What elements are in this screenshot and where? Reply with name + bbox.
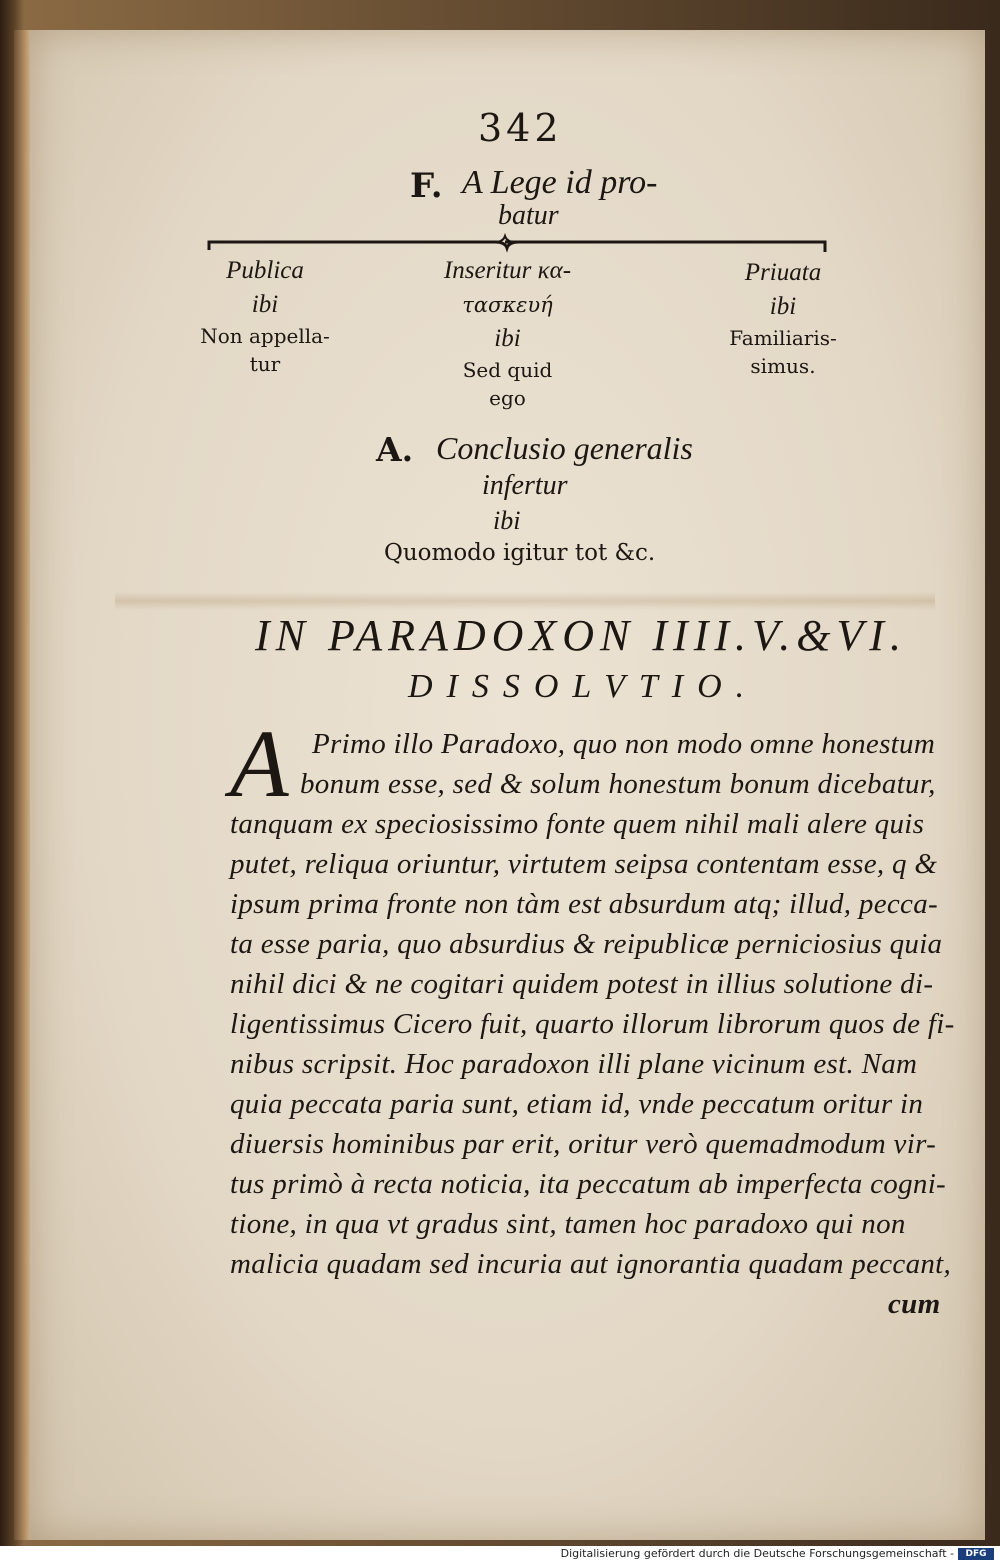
privata-text2: simus. xyxy=(750,354,816,378)
body-line: tione, in qua vt gradus sint, tamen hoc paradoxo qui non xyxy=(230,1208,906,1240)
publica-text1: Non appella- xyxy=(200,324,330,348)
body-line: ligentissimus Cicero fuit, quarto illorum librorum quos de fi- xyxy=(230,1008,955,1040)
page-number: 342 xyxy=(478,106,563,150)
inseritur-greek: τασκευή xyxy=(462,293,553,317)
drop-cap: A xyxy=(230,710,289,817)
body-line: ta esse paria, quo absurdius & reipublicæ perniciosius quia xyxy=(230,928,943,960)
privata-title: Priuata xyxy=(744,259,822,286)
privata-text1: Familiaris- xyxy=(729,326,837,350)
section-f-line2: batur xyxy=(498,200,559,231)
body-line: nihil dici & ne cogitari quidem potest in illius solutione di- xyxy=(230,968,934,1000)
body-line: nibus scripsit. Hoc paradoxon illi plane vicinum est. Nam xyxy=(230,1048,918,1080)
section-f-line1: A Lege id pro- xyxy=(462,164,658,201)
publica-text2: tur xyxy=(249,352,281,376)
dfg-logo: DFG xyxy=(958,1548,994,1560)
privata-ibi: ibi xyxy=(769,293,797,320)
section-a-line1: Conclusio generalis xyxy=(436,430,693,466)
body-line: malicia quadam sed incuria aut ignorantia quadam peccant, xyxy=(230,1248,952,1280)
body-line: bonum esse, sed & solum honestum bonum dicebatur, xyxy=(300,768,936,800)
inseritur-ibi: ibi xyxy=(494,325,521,352)
catchword: cum xyxy=(888,1288,941,1320)
publica-title: Publica xyxy=(226,257,304,284)
body-line: quia peccata paria sunt, etiam id, vnde peccatum oritur in xyxy=(230,1088,924,1120)
inseritur-text2: ego xyxy=(489,386,526,410)
section-f-letter: F. xyxy=(410,166,443,206)
body-line: tus primò à recta noticia, ita peccatum ab imperfecta cogni- xyxy=(230,1168,947,1200)
section-a-quote: Quomodo igitur tot &c. xyxy=(384,540,656,566)
section-a-ibi: ibi xyxy=(493,506,521,535)
inseritur-title: Inseritur κα- xyxy=(443,257,572,284)
body-line: putet, reliqua oriuntur, virtutem seipsa contentam esse, q & xyxy=(230,848,938,880)
body-line: tanquam ex speciosissimo fonte quem nihil mali alere quis xyxy=(230,808,925,840)
column-privata xyxy=(718,256,848,380)
column-publica xyxy=(200,254,330,378)
body-line: diuersis hominibus par erit, oritur verò quemadmodum vir- xyxy=(230,1128,937,1160)
inseritur-text1: Sed quid xyxy=(462,358,553,382)
section-subheading: DISSOLVTIO. xyxy=(408,668,759,705)
paper-smudge xyxy=(115,592,935,610)
body-line: Primo illo Paradoxo, quo non modo omne honestum xyxy=(312,728,936,760)
section-a-letter: A. xyxy=(376,430,414,469)
section-heading: IN PARADOXON IIII.V.&VI. xyxy=(255,611,907,660)
body-line: ipsum prima fronte non tàm est absurdum atq; illud, pecca- xyxy=(230,888,938,920)
footer-credit: Digitalisierung gefördert durch die Deutsche Forschungsgemeinschaft - xyxy=(560,1547,954,1560)
publica-ibi: ibi xyxy=(251,291,279,318)
column-inseritur xyxy=(420,254,595,412)
section-a-line2: infertur xyxy=(482,470,568,501)
